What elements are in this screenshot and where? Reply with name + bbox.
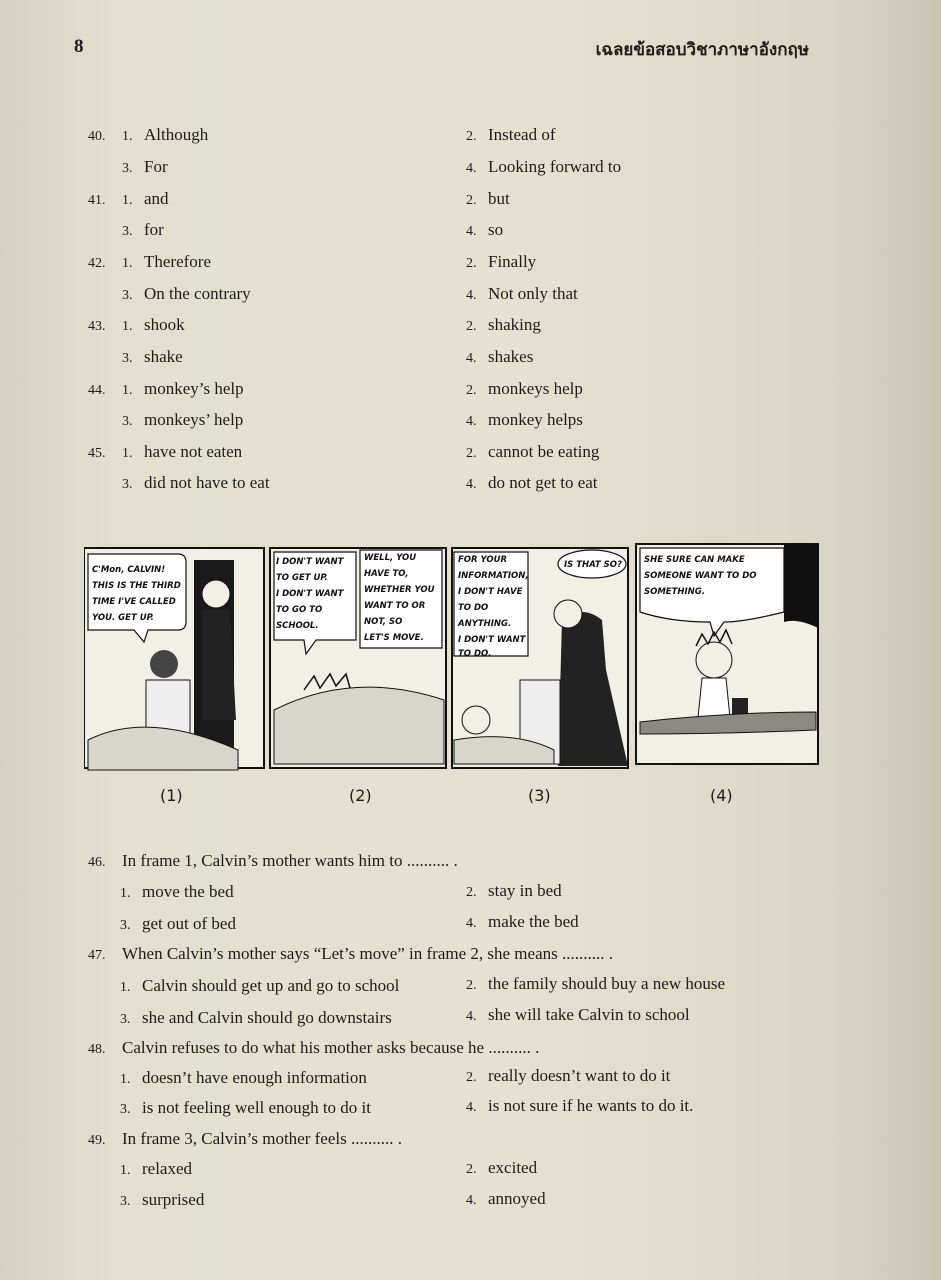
option-number: 3. <box>122 477 133 492</box>
question-number: 48. <box>88 1042 106 1057</box>
option-4: monkey helps <box>488 410 583 429</box>
option-number: 4. <box>466 351 477 366</box>
question-number: 41. <box>88 193 106 208</box>
question-number: 45. <box>88 446 106 461</box>
option-3: get out of bed <box>142 914 236 933</box>
option-number: 3. <box>120 1012 131 1027</box>
option-4: make the bed <box>488 912 579 931</box>
option-1: doesn’t have enough information <box>142 1068 367 1087</box>
option-3: surprised <box>142 1190 205 1209</box>
frame-label-3: (3) <box>528 786 551 805</box>
option-number: 1. <box>120 980 131 995</box>
option-number: 2. <box>466 446 477 461</box>
bubble-text: WELL, YOU HAVE TO, WHETHER YOU WANT TO OR NOT, SO LET'S MOVE. <box>364 553 435 643</box>
question-number: 46. <box>88 855 106 870</box>
question-48-option-4 <box>466 1096 693 1116</box>
option-number: 3. <box>122 414 133 429</box>
question-46-stem <box>88 851 458 871</box>
bubble-text: I DON'T WANT TO GET UP. I DON'T WANT TO GO TO SCHOOL. <box>276 557 344 631</box>
option-2: cannot be eating <box>488 442 600 461</box>
question-46-option-4 <box>466 912 579 932</box>
option-2: really doesn’t want to do it <box>488 1066 671 1085</box>
question-47-option-3 <box>120 1008 392 1028</box>
option-1: Although <box>144 125 209 144</box>
option-1: relaxed <box>142 1159 193 1178</box>
question-number: 47. <box>88 948 106 963</box>
option-number: 1. <box>122 446 133 461</box>
running-head: เฉลยข้อสอบวิชาภาษาอังกฤษ <box>595 40 809 60</box>
question-number: 49. <box>88 1133 106 1148</box>
option-number: 4. <box>466 414 477 429</box>
option-number: 2. <box>466 1070 477 1085</box>
option-1: Therefore <box>144 252 212 271</box>
option-number: 2. <box>466 1162 477 1177</box>
question-46-option-1 <box>120 882 234 902</box>
option-number: 1. <box>122 193 133 208</box>
option-1: have not eaten <box>144 442 243 461</box>
question-47-option-1 <box>120 976 399 996</box>
bubble-text: SHE SURE CAN MAKE SOMEONE WANT TO DO SOMETHING. <box>644 555 757 597</box>
option-number: 3. <box>122 288 133 303</box>
option-4: so <box>488 220 504 239</box>
frame-label-4: (4) <box>710 786 733 805</box>
option-number: 1. <box>120 886 131 901</box>
question-stem: In frame 3, Calvin’s mother feels .......... . <box>122 1129 402 1148</box>
option-1: Calvin should get up and go to school <box>142 976 400 995</box>
option-3: is not feeling well enough to do it <box>142 1098 371 1117</box>
option-number: 4. <box>466 224 477 239</box>
option-4: Not only that <box>488 284 578 303</box>
option-number: 3. <box>120 1194 131 1209</box>
option-number: 1. <box>122 383 133 398</box>
question-49-option-3 <box>120 1190 204 1210</box>
option-number: 4. <box>466 916 477 931</box>
option-2: the family should buy a new house <box>488 974 726 993</box>
question-47-option-2 <box>466 974 725 994</box>
option-number: 2. <box>466 256 477 271</box>
option-3: for <box>144 220 164 239</box>
option-number: 1. <box>122 129 133 144</box>
question-number: 43. <box>88 319 106 334</box>
option-number: 1. <box>122 256 133 271</box>
option-number: 2. <box>466 193 477 208</box>
bubble-text: FOR YOUR INFORMATION, I DON'T HAVE TO DO ANYTHING. I DON'T WANT TO DO. <box>458 555 529 659</box>
option-4: shakes <box>488 347 534 366</box>
option-4: she will take Calvin to school <box>488 1005 690 1024</box>
option-number: 4. <box>466 288 477 303</box>
option-3: On the contrary <box>144 284 251 303</box>
option-number: 4. <box>466 1100 477 1115</box>
option-number: 2. <box>466 383 477 398</box>
question-stem: Calvin refuses to do what his mother asks because he .......... . <box>122 1038 540 1057</box>
question-49-option-2 <box>466 1158 537 1178</box>
option-4: Looking forward to <box>488 157 622 176</box>
option-1: monkey’s help <box>144 379 244 398</box>
question-48-option-3 <box>120 1098 371 1118</box>
option-1: move the bed <box>142 882 234 901</box>
option-number: 2. <box>466 129 477 144</box>
option-2: shaking <box>488 315 541 334</box>
option-number: 4. <box>466 477 477 492</box>
frame-label-1: (1) <box>160 786 183 805</box>
question-49-option-1 <box>120 1159 192 1179</box>
question-stem: In frame 1, Calvin’s mother wants him to .......... . <box>122 851 458 870</box>
option-number: 3. <box>122 161 133 176</box>
option-1: shook <box>144 315 185 334</box>
question-stem: When Calvin’s mother says “Let’s move” in frame 2, she means .......... . <box>122 944 613 963</box>
option-2: but <box>488 189 510 208</box>
question-46-option-3 <box>120 914 236 934</box>
option-number: 3. <box>120 918 131 933</box>
question-number: 44. <box>88 383 106 398</box>
option-3: shake <box>144 347 183 366</box>
option-number: 1. <box>122 319 133 334</box>
option-number: 1. <box>120 1163 131 1178</box>
option-2: monkeys help <box>488 379 583 398</box>
question-47-stem <box>88 944 613 964</box>
bubble-text: IS THAT SO? <box>564 560 622 570</box>
option-2: Instead of <box>488 125 556 144</box>
question-number: 42. <box>88 256 106 271</box>
option-3: did not have to eat <box>144 473 270 492</box>
option-number: 3. <box>120 1102 131 1117</box>
question-49-option-4 <box>466 1189 546 1209</box>
option-number: 2. <box>466 885 477 900</box>
option-2: Finally <box>488 252 537 271</box>
question-48-option-1 <box>120 1068 367 1088</box>
question-47-option-4 <box>466 1005 690 1025</box>
option-3: she and Calvin should go downstairs <box>142 1008 392 1027</box>
option-1: and <box>144 189 169 208</box>
question-46-option-2 <box>466 881 562 901</box>
option-number: 4. <box>466 1193 477 1208</box>
page-number: 8 <box>74 36 84 57</box>
option-2: excited <box>488 1158 538 1177</box>
option-4: do not get to eat <box>488 473 598 492</box>
option-3: monkeys’ help <box>144 410 244 429</box>
option-number: 3. <box>122 224 133 239</box>
option-number: 3. <box>122 351 133 366</box>
option-number: 2. <box>466 319 477 334</box>
frame-label-2: (2) <box>349 786 372 805</box>
option-number: 1. <box>120 1072 131 1087</box>
option-4: annoyed <box>488 1189 546 1208</box>
question-48-option-2 <box>466 1066 670 1086</box>
question-48-stem <box>88 1038 539 1058</box>
question-number: 40. <box>88 129 106 144</box>
question-49-stem <box>88 1129 402 1149</box>
option-number: 2. <box>466 978 477 993</box>
option-number: 4. <box>466 1009 477 1024</box>
option-4: is not sure if he wants to do it. <box>488 1096 694 1115</box>
bubble-text: C'Mon, CALVIN! THIS IS THE THIRD TIME I'VE CALLED YOU. GET UP. <box>92 565 181 623</box>
option-3: For <box>144 157 168 176</box>
option-2: stay in bed <box>488 881 562 900</box>
option-number: 4. <box>466 161 477 176</box>
